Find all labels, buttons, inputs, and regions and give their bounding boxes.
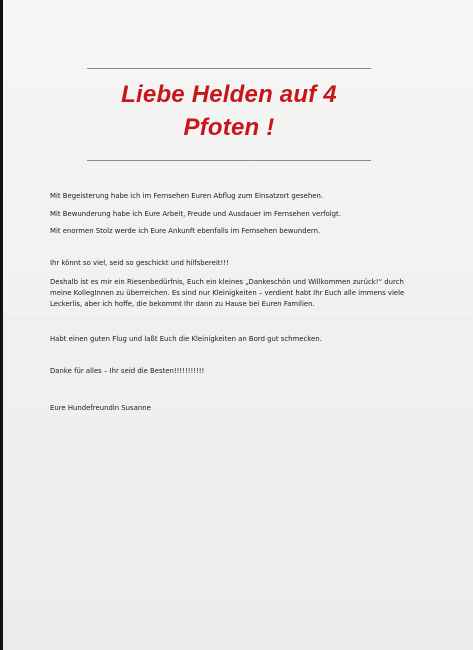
- paper-fold: [0, 318, 473, 319]
- bottom-divider: [87, 160, 371, 161]
- paragraph-flight: Habt einen guten Flug und laßt Euch die Kleinigkeiten an Bord gut schmecken.: [50, 335, 322, 343]
- paragraph-arrival: Mit enormen Stolz werde ich Eure Ankunft ebenfalls im Fernsehen bewundern.: [50, 227, 321, 235]
- paragraph-thanks: Danke für alles – Ihr seid die Besten!!!!!!!!!!!: [50, 367, 205, 375]
- scan-edge: [0, 0, 3, 650]
- top-divider: [87, 68, 371, 69]
- paragraph-departure: Mit Begeisterung habe ich im Fernsehen Euren Abflug zum Einsatzort gesehen.: [50, 192, 324, 200]
- letter-title: Liebe Helden auf 4 Pfoten !: [121, 81, 337, 141]
- signature-line: Eure Hundefreundin Susanne: [50, 404, 151, 412]
- paragraph-work: Mit Bewunderung habe ich Eure Arbeit, Freude und Ausdauer im Fernsehen verfolgt.: [50, 210, 341, 218]
- paragraph-praise: Ihr könnt so viel, seid so geschickt und hilfsbereit!!!: [50, 259, 229, 267]
- paragraph-gift: Deshalb ist es mir ein Riesenbedürfnis, Euch ein kleines „Dankeschön und Willkommen zurück!“ durch meine KollegInnen zu überreichen. Es sind nur Kleinigkeiten – verdient habt Ihr Euch alle immens viele Leckerlis, aber ich hoffe, die bekommt Ihr dann zu Hause bei Euren Familien.: [50, 278, 405, 308]
